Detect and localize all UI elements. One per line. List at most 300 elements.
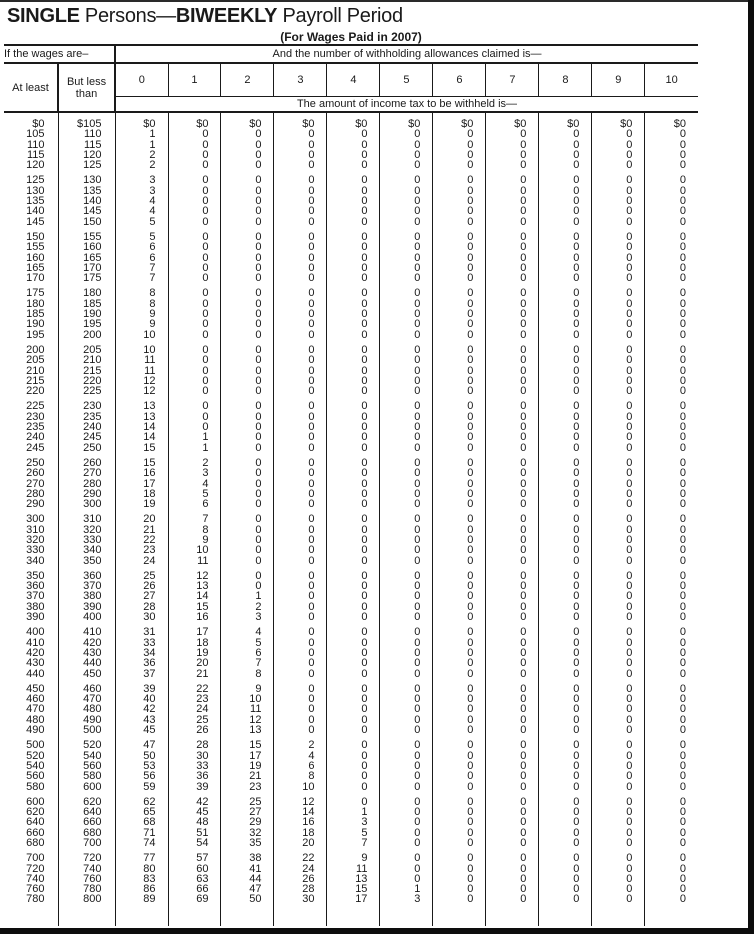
tax-amount-cell: 0 (274, 376, 327, 386)
tax-amount-cell: 0 (380, 535, 433, 545)
tax-amount-cell: 0 (592, 129, 645, 139)
tax-amount-cell: 0 (433, 422, 486, 432)
tax-amount-cell: 0 (221, 556, 274, 566)
wage-but-less-than: 110 (58, 129, 115, 139)
tax-amount-cell: 0 (592, 658, 645, 668)
table-row (4, 648, 698, 658)
tax-amount-cell: 0 (592, 396, 645, 411)
tax-amount-cell: $0 (274, 112, 327, 129)
allowance-col-6: 6 (433, 63, 486, 97)
tax-amount-cell: 0 (274, 412, 327, 422)
tax-amount-cell: 0 (539, 443, 592, 453)
tax-amount-cell: 19 (115, 499, 168, 509)
tax-amount-cell: 0 (380, 443, 433, 453)
tax-amount-cell: 7 (115, 263, 168, 273)
tax-amount-cell: 0 (645, 792, 698, 807)
tax-amount-cell: 0 (486, 669, 539, 679)
tax-amount-cell: 10 (168, 545, 221, 555)
table-row (4, 838, 698, 848)
tax-amount-cell: 0 (221, 545, 274, 555)
tax-amount-cell: 0 (645, 319, 698, 329)
tax-amount-cell: 0 (592, 782, 645, 792)
tax-amount-cell: 0 (592, 376, 645, 386)
tax-amount-cell: 0 (486, 412, 539, 422)
tax-amount-cell: 0 (168, 340, 221, 355)
wage-at-least: 270 (26, 477, 45, 490)
tax-amount-cell: 0 (274, 669, 327, 679)
tax-amount-cell: 0 (380, 545, 433, 555)
tax-amount-cell: 0 (539, 622, 592, 637)
wage-but-less-than: 460 (58, 679, 115, 694)
tax-amount-cell: 24 (168, 704, 221, 714)
table-row (4, 319, 698, 329)
tax-amount-cell: 0 (221, 432, 274, 442)
tax-amount-cell: 0 (539, 874, 592, 884)
wage-at-least: 125 (26, 174, 45, 187)
tax-amount-cell: 0 (645, 545, 698, 555)
tax-amount-cell: 0 (221, 443, 274, 453)
wage-at-least: 200 (26, 343, 45, 356)
tax-amount-cell: 0 (592, 669, 645, 679)
tax-amount-cell: 0 (327, 556, 380, 566)
tax-amount-cell: 21 (168, 669, 221, 679)
wage-but-less-than: 490 (58, 715, 115, 725)
tax-amount-cell: 0 (645, 499, 698, 509)
tax-amount-cell: 0 (592, 453, 645, 468)
wage-but-less-than: 215 (58, 366, 115, 376)
tax-amount-cell: 66 (168, 884, 221, 894)
tax-amount-cell: 77 (115, 848, 168, 863)
tax-amount-cell: 69 (168, 894, 221, 904)
tax-amount-cell: 18 (168, 638, 221, 648)
tax-amount-cell: 0 (592, 273, 645, 283)
tax-amount-cell: 0 (539, 581, 592, 591)
tax-amount-cell: 0 (274, 283, 327, 298)
tax-amount-cell: 0 (274, 704, 327, 714)
tax-amount-cell: 0 (433, 263, 486, 273)
tax-amount-cell: 0 (221, 581, 274, 591)
tax-amount-cell: 0 (539, 735, 592, 750)
tax-amount-cell: 3 (115, 186, 168, 196)
tax-amount-cell: 0 (645, 227, 698, 242)
tax-amount-cell: 0 (221, 263, 274, 273)
wage-at-least: 230 (26, 410, 45, 423)
tax-amount-cell: 0 (486, 253, 539, 263)
allowance-col-7: 7 (486, 63, 539, 97)
allowances-group-header: And the number of withholding allowances claimed is— (115, 45, 698, 63)
tax-amount-cell: 21 (115, 525, 168, 535)
wage-but-less-than: 230 (58, 396, 115, 411)
tax-amount-cell: 19 (168, 648, 221, 658)
tax-amount-cell: 0 (274, 129, 327, 139)
tax-amount-cell: 37 (115, 669, 168, 679)
table-row (4, 160, 698, 170)
tax-amount-cell: 0 (380, 273, 433, 283)
wage-but-less-than: 410 (58, 622, 115, 637)
tax-amount-cell: 53 (115, 761, 168, 771)
tax-amount-cell: 6 (115, 242, 168, 252)
tax-amount-cell: 0 (645, 894, 698, 904)
tax-amount-cell: 0 (327, 489, 380, 499)
tax-amount-cell: 0 (380, 206, 433, 216)
table-row (4, 694, 698, 704)
tax-amount-cell: 0 (433, 170, 486, 185)
tax-amount-cell: 0 (486, 396, 539, 411)
wage-but-less-than: 420 (58, 638, 115, 648)
tax-amount-cell: 0 (486, 283, 539, 298)
tax-amount-cell: 0 (592, 581, 645, 591)
tax-amount-cell: 0 (539, 828, 592, 838)
wage-but-less-than: 450 (58, 669, 115, 679)
tax-amount-cell: 23 (221, 782, 274, 792)
tax-amount-cell: 0 (592, 817, 645, 827)
tax-amount-cell: 0 (274, 479, 327, 489)
tax-amount-cell: 0 (592, 217, 645, 227)
tax-amount-cell: 0 (592, 648, 645, 658)
wage-at-least: 245 (26, 441, 45, 454)
tax-amount-cell: 2 (221, 602, 274, 612)
tax-amount-cell: 0 (380, 355, 433, 365)
wage-at-least: 620 (26, 806, 45, 819)
wage-at-least: 290 (26, 498, 45, 511)
wage-but-less-than: 680 (58, 828, 115, 838)
tax-amount-cell: 0 (221, 150, 274, 160)
tax-amount-cell: 27 (221, 807, 274, 817)
table-filler-row (4, 905, 698, 926)
tax-amount-cell: 16 (168, 612, 221, 622)
tax-amount-cell: 0 (221, 309, 274, 319)
tax-amount-cell: 0 (486, 140, 539, 150)
tax-amount-cell: 0 (380, 140, 433, 150)
tax-amount-cell: 0 (221, 330, 274, 340)
tax-amount-cell: 0 (221, 566, 274, 581)
tax-amount-cell: 28 (168, 735, 221, 750)
tax-amount-cell: 0 (221, 186, 274, 196)
tax-amount-cell: 9 (115, 309, 168, 319)
wage-but-less-than: 320 (58, 525, 115, 535)
tax-amount-cell: 9 (221, 679, 274, 694)
tax-amount-cell: 0 (645, 735, 698, 750)
tax-amount-cell: 0 (221, 479, 274, 489)
wage-but-less-than: 800 (58, 894, 115, 904)
tax-amount-cell: 86 (115, 884, 168, 894)
tax-amount-cell: 0 (433, 273, 486, 283)
wage-but-less-than: 190 (58, 309, 115, 319)
tax-amount-cell: 0 (486, 170, 539, 185)
tax-amount-cell: 0 (486, 206, 539, 216)
tax-amount-cell: 47 (221, 884, 274, 894)
allowance-col-3: 3 (274, 63, 327, 97)
tax-amount-cell: 0 (274, 366, 327, 376)
tax-amount-cell: 0 (327, 140, 380, 150)
tax-amount-cell: 13 (115, 396, 168, 411)
tax-amount-cell: 0 (168, 206, 221, 216)
tax-amount-cell: 35 (221, 838, 274, 848)
tax-amount-cell: 0 (486, 848, 539, 863)
wage-at-least: 470 (26, 703, 45, 716)
tax-amount-cell: 0 (380, 309, 433, 319)
wage-but-less-than: 225 (58, 386, 115, 396)
tax-amount-cell: 0 (433, 894, 486, 904)
tax-amount-cell: 0 (433, 206, 486, 216)
tax-amount-cell: 0 (433, 782, 486, 792)
tax-amount-cell: 0 (539, 848, 592, 863)
tax-amount-cell: 11 (115, 355, 168, 365)
tax-amount-cell: 0 (168, 227, 221, 242)
tax-amount-cell: 0 (486, 525, 539, 535)
tax-amount-cell: 0 (539, 525, 592, 535)
table-row (4, 489, 698, 499)
wage-but-less-than: 700 (58, 838, 115, 848)
tax-amount-cell: 0 (380, 422, 433, 432)
tax-amount-cell: 0 (486, 761, 539, 771)
wage-at-least: 190 (26, 318, 45, 331)
tax-amount-cell: 68 (115, 817, 168, 827)
table-row (4, 535, 698, 545)
tax-amount-cell: 17 (168, 622, 221, 637)
tax-amount-cell: 0 (592, 386, 645, 396)
wage-at-least: 155 (26, 241, 45, 254)
tax-amount-cell: 0 (645, 253, 698, 263)
tax-amount-cell: 0 (433, 186, 486, 196)
tax-amount-cell: 15 (327, 884, 380, 894)
allowance-col-2: 2 (221, 63, 274, 97)
tax-amount-cell: 0 (168, 186, 221, 196)
table-row (4, 679, 698, 694)
tax-amount-cell: 0 (380, 376, 433, 386)
wage-but-less-than: 290 (58, 489, 115, 499)
tax-amount-cell: 0 (274, 196, 327, 206)
tax-amount-cell: $0 (645, 112, 698, 129)
filler-cell (274, 905, 327, 926)
tax-amount-cell: 0 (592, 894, 645, 904)
tax-amount-cell: 0 (274, 443, 327, 453)
tax-amount-cell: 0 (327, 366, 380, 376)
tax-amount-cell: 3 (168, 468, 221, 478)
tax-amount-cell: 0 (274, 150, 327, 160)
tax-amount-cell: 0 (592, 556, 645, 566)
tax-amount-cell: 0 (433, 150, 486, 160)
tax-amount-cell: 0 (380, 227, 433, 242)
filler-cell (539, 905, 592, 926)
tax-amount-cell: 0 (380, 386, 433, 396)
tax-amount-cell: 0 (433, 299, 486, 309)
tax-amount-cell: 0 (592, 263, 645, 273)
tax-amount-cell: 0 (539, 376, 592, 386)
tax-amount-cell: 0 (221, 535, 274, 545)
tax-amount-cell: 0 (433, 319, 486, 329)
tax-amount-cell: 0 (592, 735, 645, 750)
filler-cell (592, 905, 645, 926)
tax-amount-cell: 22 (168, 679, 221, 694)
tax-amount-cell: 0 (539, 751, 592, 761)
tax-amount-cell: 0 (592, 828, 645, 838)
wage-but-less-than: 155 (58, 227, 115, 242)
tax-amount-cell: 0 (433, 330, 486, 340)
tax-amount-cell: 0 (433, 242, 486, 252)
tax-amount-cell: 0 (221, 355, 274, 365)
tax-amount-cell: 14 (115, 432, 168, 442)
tax-amount-cell: 0 (327, 612, 380, 622)
tax-amount-cell: 0 (380, 160, 433, 170)
tax-amount-cell: 0 (274, 340, 327, 355)
tax-amount-cell: 25 (115, 566, 168, 581)
table-row (4, 499, 698, 509)
tax-amount-cell: 0 (592, 432, 645, 442)
tax-amount-cell: 0 (486, 227, 539, 242)
tax-amount-cell: 7 (168, 509, 221, 524)
tax-amount-cell: 0 (274, 355, 327, 365)
tax-amount-cell: 0 (274, 591, 327, 601)
tax-amount-cell: 0 (168, 422, 221, 432)
tax-amount-cell: 0 (274, 140, 327, 150)
tax-amount-cell: 0 (433, 771, 486, 781)
tax-amount-cell: 0 (592, 227, 645, 242)
tax-amount-cell: 50 (221, 894, 274, 904)
tax-amount-cell: 0 (645, 453, 698, 468)
tax-amount-cell: 0 (433, 525, 486, 535)
tax-amount-cell: 0 (539, 468, 592, 478)
tax-amount-cell: 0 (274, 217, 327, 227)
tax-amount-cell: $0 (327, 112, 380, 129)
tax-amount-cell: 0 (539, 263, 592, 273)
tax-amount-cell: 9 (168, 535, 221, 545)
tax-amount-cell: 0 (645, 140, 698, 150)
tax-amount-cell: 11 (168, 556, 221, 566)
tax-amount-cell: 0 (486, 499, 539, 509)
wage-at-least: 205 (26, 354, 45, 367)
tax-amount-cell: 0 (539, 330, 592, 340)
tax-amount-cell: 0 (168, 299, 221, 309)
tax-amount-cell: 0 (327, 602, 380, 612)
wage-at-least: 165 (26, 261, 45, 274)
tax-amount-cell: 0 (433, 622, 486, 637)
tax-amount-cell: 0 (486, 545, 539, 555)
tax-amount-cell: 0 (433, 735, 486, 750)
tax-amount-cell: 0 (539, 396, 592, 411)
tax-amount-cell: 0 (327, 499, 380, 509)
tax-amount-cell: 0 (592, 479, 645, 489)
table-row (4, 468, 698, 478)
tax-amount-cell: 0 (645, 309, 698, 319)
tax-amount-cell: 0 (433, 864, 486, 874)
wage-but-less-than: 130 (58, 170, 115, 185)
table-row (4, 817, 698, 827)
tax-amount-cell: 0 (274, 602, 327, 612)
tax-amount-cell: 0 (539, 412, 592, 422)
tax-amount-cell: 59 (115, 782, 168, 792)
tax-amount-cell: 0 (274, 566, 327, 581)
wage-but-less-than: 135 (58, 186, 115, 196)
title-biweekly: BIWEEKLY (175, 5, 278, 27)
tax-amount-cell: 0 (380, 509, 433, 524)
tax-amount-cell: 57 (168, 848, 221, 863)
tax-amount-cell: 0 (539, 217, 592, 227)
wage-but-less-than: 310 (58, 509, 115, 524)
tax-amount-cell: 0 (433, 792, 486, 807)
tax-amount-cell: 0 (645, 848, 698, 863)
wage-at-least: 110 (26, 138, 45, 151)
tax-amount-cell: 51 (168, 828, 221, 838)
tax-amount-cell: 0 (433, 704, 486, 714)
tax-amount-cell: 0 (486, 129, 539, 139)
table-row (4, 874, 698, 884)
wage-but-less-than: 175 (58, 273, 115, 283)
tax-amount-cell: 0 (645, 725, 698, 735)
tax-amount-cell: 30 (274, 894, 327, 904)
tax-amount-cell: 0 (380, 648, 433, 658)
tax-amount-cell: 0 (592, 412, 645, 422)
tax-amount-cell: 0 (539, 679, 592, 694)
wage-at-least: 170 (26, 272, 45, 285)
tax-amount-cell: 0 (380, 864, 433, 874)
tax-amount-cell: 0 (592, 792, 645, 807)
tax-amount-cell: 0 (592, 602, 645, 612)
tax-amount-cell: 47 (115, 735, 168, 750)
tax-amount-cell: 0 (539, 283, 592, 298)
tax-amount-cell: 0 (539, 782, 592, 792)
tax-amount-cell: 0 (486, 273, 539, 283)
tax-amount-cell: 0 (433, 638, 486, 648)
wage-at-least: 320 (26, 533, 45, 546)
tax-amount-cell: 7 (327, 838, 380, 848)
tax-amount-cell: 25 (221, 792, 274, 807)
tax-amount-cell: 0 (274, 622, 327, 637)
tax-amount-cell: 0 (645, 443, 698, 453)
tax-amount-cell: 0 (380, 704, 433, 714)
table-row (4, 761, 698, 771)
tax-amount-cell: 0 (380, 612, 433, 622)
tax-amount-cell: 17 (115, 479, 168, 489)
tax-amount-cell: 2 (168, 453, 221, 468)
tax-amount-cell: 0 (274, 509, 327, 524)
tax-amount-cell: 42 (168, 792, 221, 807)
tax-amount-cell: 0 (380, 217, 433, 227)
wage-at-least: 460 (26, 693, 45, 706)
tax-amount-cell: 0 (380, 874, 433, 884)
tax-amount-cell: 0 (221, 319, 274, 329)
tax-amount-cell: 0 (645, 330, 698, 340)
scan-edge-right (748, 0, 754, 934)
tax-amount-cell: 30 (115, 612, 168, 622)
tax-amount-cell: 0 (592, 468, 645, 478)
tax-amount-cell: 0 (221, 299, 274, 309)
tax-amount-cell: 11 (327, 864, 380, 874)
wage-but-less-than: 220 (58, 376, 115, 386)
tax-amount-cell: 54 (168, 838, 221, 848)
tax-amount-cell: 0 (592, 864, 645, 874)
tax-amount-cell: 1 (168, 432, 221, 442)
tax-amount-cell: 0 (486, 704, 539, 714)
tax-amount-cell: 0 (486, 432, 539, 442)
tax-amount-cell: 0 (645, 366, 698, 376)
wage-but-less-than: 500 (58, 725, 115, 735)
table-row (4, 253, 698, 263)
tax-amount-cell: 0 (433, 253, 486, 263)
tax-amount-cell: 23 (115, 545, 168, 555)
at-least-header: At least (4, 63, 58, 112)
wage-but-less-than: 235 (58, 412, 115, 422)
tax-amount-cell: 0 (645, 782, 698, 792)
tax-amount-cell: 74 (115, 838, 168, 848)
tax-amount-cell: 0 (645, 196, 698, 206)
but-less-than-header: But less than (58, 63, 115, 112)
tax-amount-cell: 0 (433, 581, 486, 591)
tax-amount-cell: 0 (539, 535, 592, 545)
tax-amount-cell: 39 (115, 679, 168, 694)
table-row (4, 479, 698, 489)
tax-amount-cell: 0 (433, 545, 486, 555)
